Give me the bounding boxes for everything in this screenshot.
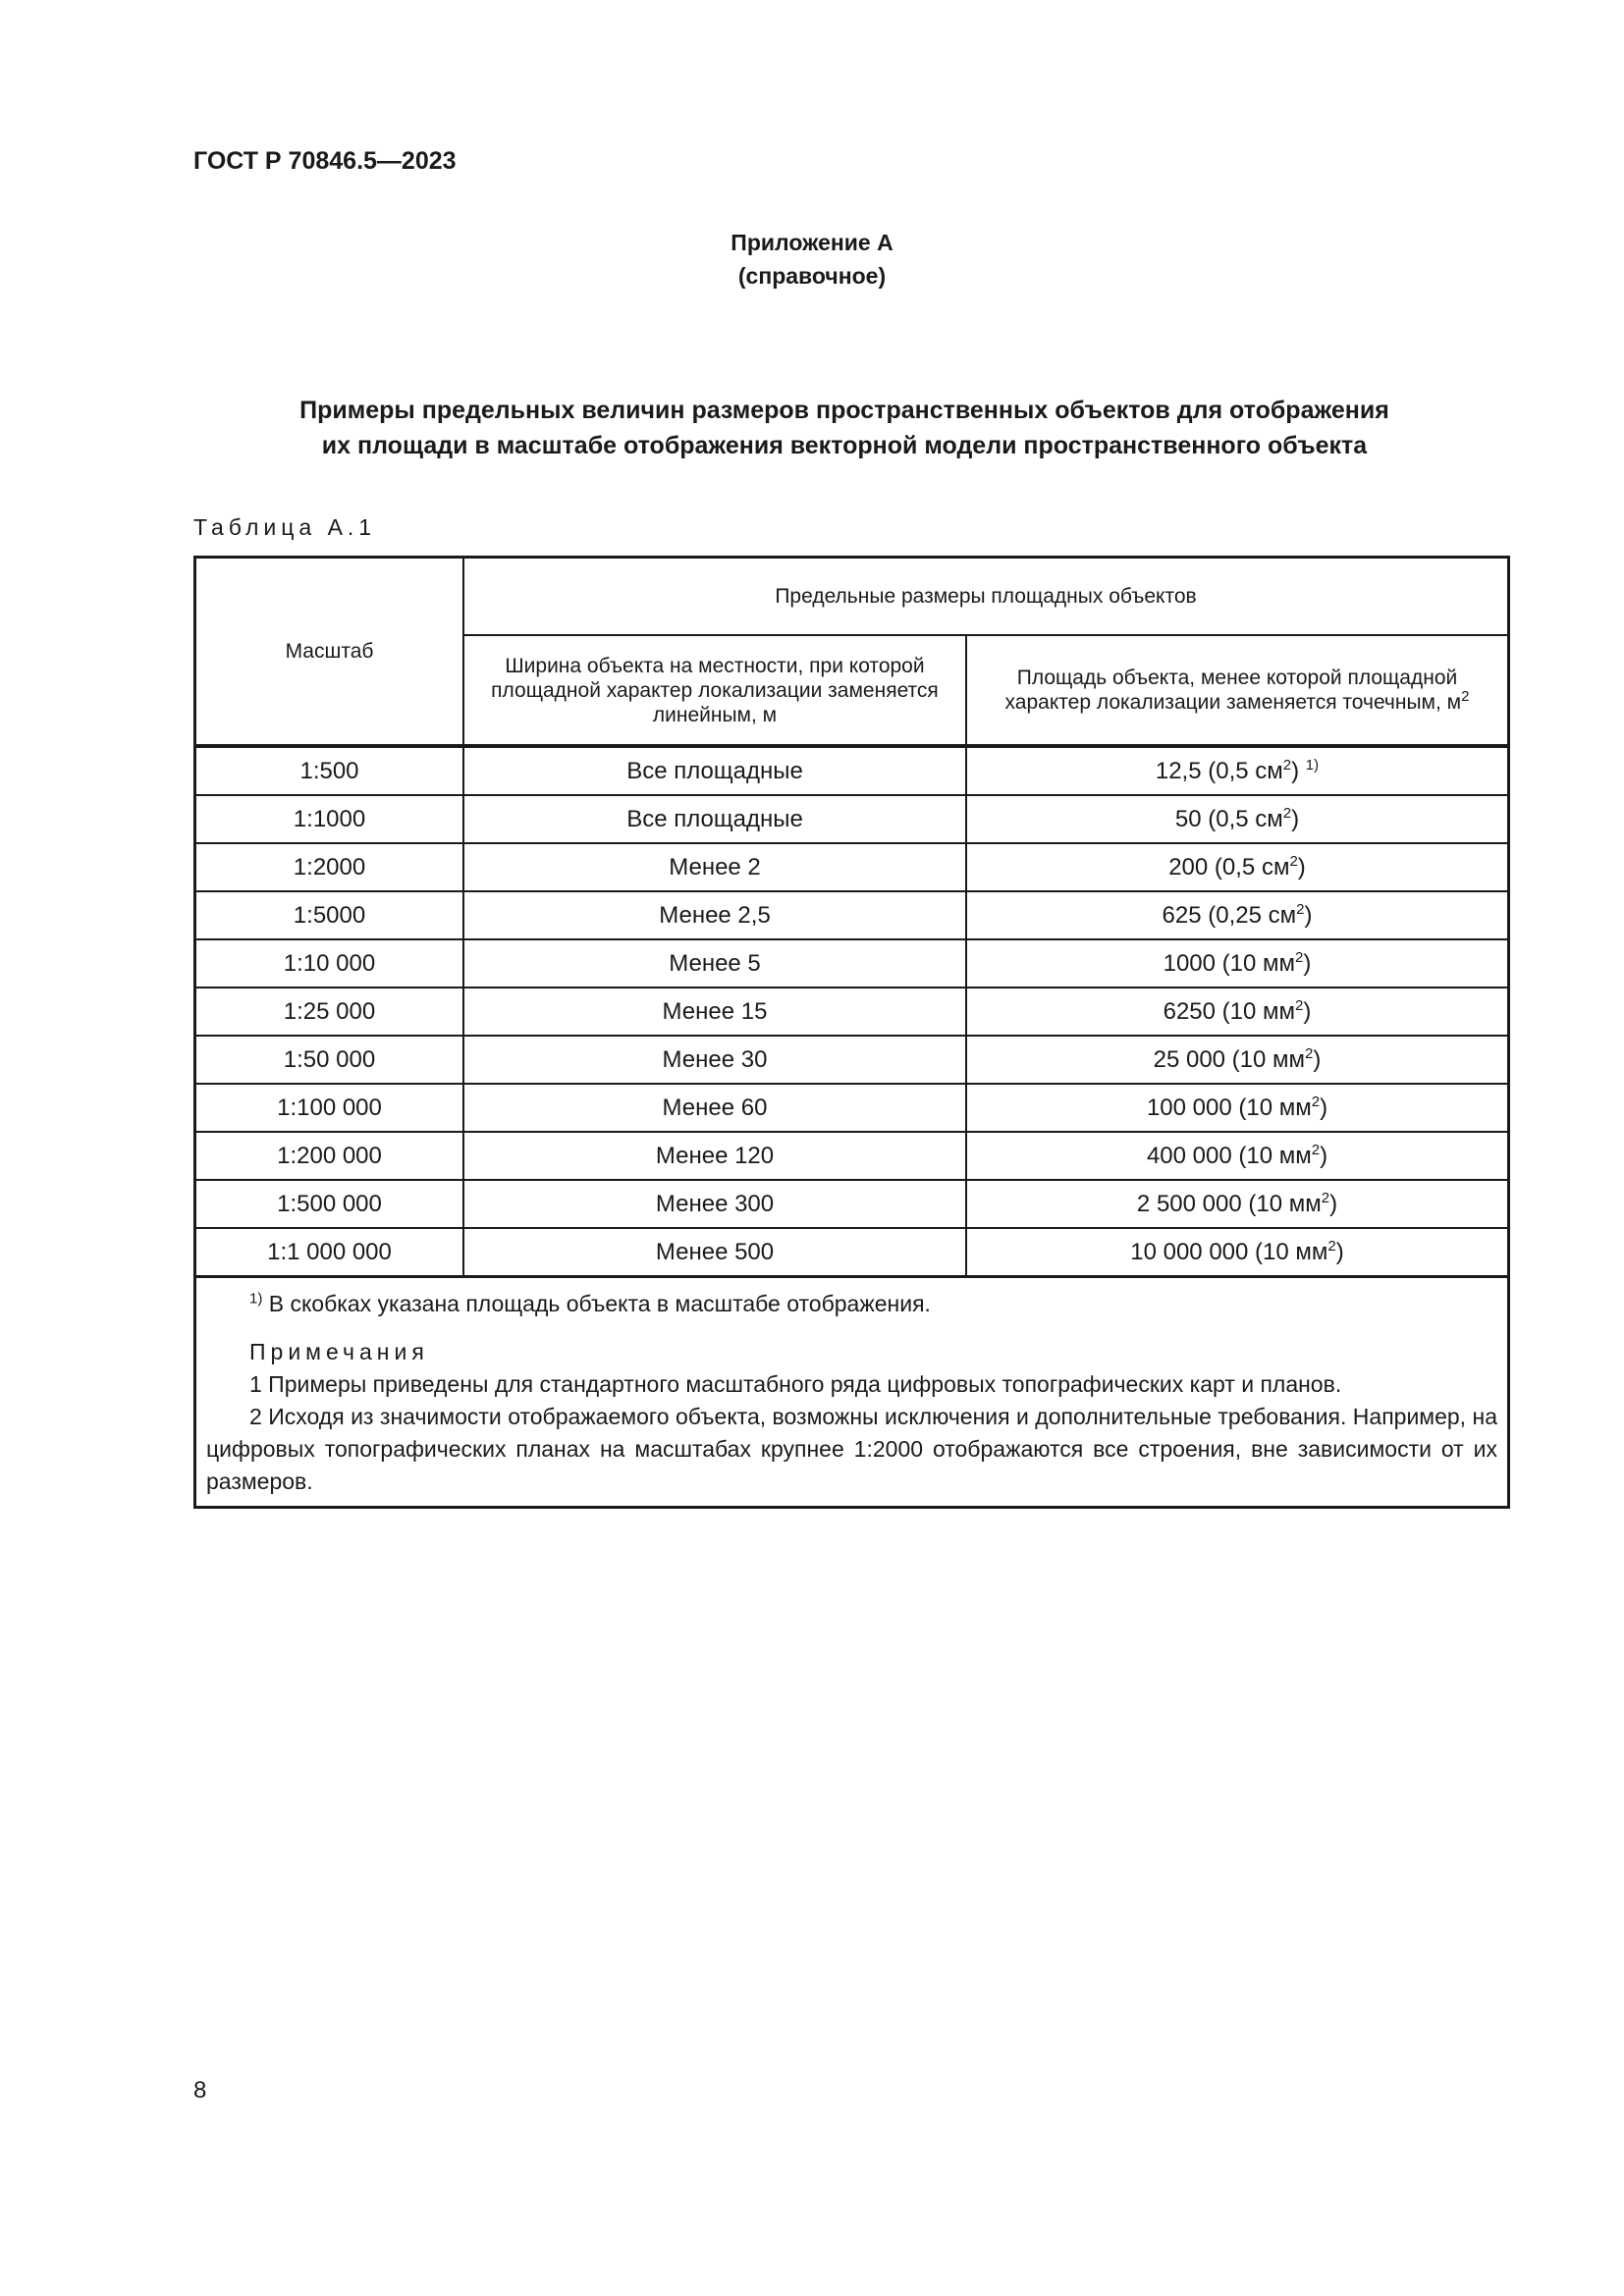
cell-area: [966, 746, 1507, 795]
cell-width: Все площадные: [463, 795, 966, 843]
table-row: [196, 1132, 1507, 1180]
notes-heading: Примечания: [249, 1339, 429, 1364]
cell-area-text: 625 (0,25 см: [1162, 901, 1297, 929]
section-title: [177, 393, 1512, 463]
cell-area-text: 200 (0,5 см: [1168, 853, 1290, 881]
cell-area-tail: ): [1329, 1190, 1338, 1217]
cell-area-sup: 2: [1289, 852, 1298, 870]
cell-area: [966, 1180, 1507, 1228]
cell-scale: 1:50 000: [196, 1036, 463, 1084]
footnote-mark: 1): [249, 1290, 263, 1308]
cell-scale: 1:500 000: [196, 1180, 463, 1228]
header-area: [966, 635, 1507, 746]
cell-area: [966, 843, 1507, 891]
cell-area-sup: 2: [1305, 1044, 1314, 1062]
header-area-sup: 2: [1461, 688, 1470, 705]
table-container: [193, 556, 1510, 1509]
cell-area-tail: ): [1291, 805, 1300, 832]
cell-width: Менее 2: [463, 843, 966, 891]
document-code: ГОСТ Р 70846.5—2023: [193, 147, 457, 175]
cell-scale: 1:100 000: [196, 1084, 463, 1132]
cell-scale: 1:25 000: [196, 988, 463, 1036]
cell-area-sup: 2: [1295, 948, 1304, 966]
cell-width: Менее 30: [463, 1036, 966, 1084]
cell-area-sup: 2: [1295, 996, 1304, 1014]
cell-scale: 1:500: [196, 746, 463, 795]
header-width: Ширина объекта на местности, при которой площадной характер локализации заменяется линейным, м: [463, 635, 966, 746]
appendix-title: Приложение А: [731, 230, 893, 255]
cell-width: Менее 60: [463, 1084, 966, 1132]
cell-width: Менее 500: [463, 1228, 966, 1275]
cell-width: Менее 2,5: [463, 891, 966, 939]
cell-area-tail: ): [1291, 757, 1306, 784]
cell-scale: 1:10 000: [196, 939, 463, 988]
cell-area-text: 6250 (10 мм: [1163, 997, 1296, 1025]
cell-area-tail: ): [1320, 1142, 1328, 1169]
cell-area: [966, 1084, 1507, 1132]
header-scale: Масштаб: [196, 559, 463, 746]
cell-width: Менее 5: [463, 939, 966, 988]
cell-area-tail: ): [1297, 853, 1306, 881]
cell-area-text: 1000 (10 мм: [1163, 949, 1296, 977]
cell-area-text: 10 000 000 (10 мм: [1130, 1238, 1328, 1265]
cell-area-tail: ): [1320, 1094, 1328, 1121]
cell-area-text: 50 (0,5 см: [1174, 805, 1283, 832]
table-row: [196, 843, 1507, 891]
limits-table: [196, 559, 1507, 1275]
cell-area-text: 25 000 (10 мм: [1153, 1045, 1306, 1073]
table-row: [196, 1084, 1507, 1132]
cell-area-text: 400 000 (10 мм: [1146, 1142, 1312, 1169]
table-row: [196, 1228, 1507, 1275]
cell-scale: 1:200 000: [196, 1132, 463, 1180]
footnote-text: В скобках указана площадь объекта в масштабе отображения.: [262, 1291, 931, 1316]
cell-area-sup: 2: [1311, 1141, 1321, 1158]
table-row: [196, 939, 1507, 988]
cell-width: Менее 15: [463, 988, 966, 1036]
note-item-1: 1 Примеры приведены для стандартного масштабного ряда цифровых топографических карт и планов.: [249, 1371, 1342, 1397]
cell-area: [966, 1228, 1507, 1275]
section-title-line-1: Примеры предельных величин размеров пространственных объектов для отображения: [299, 397, 1389, 424]
cell-scale: 1:2000: [196, 843, 463, 891]
cell-area-text: 2 500 000 (10 мм: [1136, 1190, 1322, 1217]
cell-area: [966, 795, 1507, 843]
cell-area: [966, 939, 1507, 988]
table-label: Таблица А.1: [193, 514, 377, 540]
table-row: [196, 795, 1507, 843]
cell-area: [966, 988, 1507, 1036]
section-title-line-2: их площади в масштабе отображения векторной модели пространственного объекта: [321, 432, 1368, 459]
appendix-kind: (справочное): [737, 263, 887, 289]
page-number: 8: [193, 2077, 207, 2104]
cell-area-tail: ): [1313, 1045, 1322, 1073]
cell-scale: 1:1 000 000: [196, 1228, 463, 1275]
cell-area: [966, 1132, 1507, 1180]
header-group: Предельные размеры площадных объектов: [463, 559, 1507, 635]
table-row: [196, 1180, 1507, 1228]
cell-area-sup: 2: [1282, 804, 1292, 822]
note-item-2: 2 Исходя из значимости отображаемого объекта, возможны исключения и дополнительные требования. Например, на цифровых топографических планах на масштабах крупнее 1:2000 отображаются все строения, вне зависимости от их размеров.: [206, 1404, 1497, 1494]
cell-scale: 1:1000: [196, 795, 463, 843]
table-row: [196, 891, 1507, 939]
cell-area-sup: 2: [1311, 1093, 1321, 1110]
cell-area: [966, 891, 1507, 939]
footnote: [206, 1288, 1497, 1320]
table-row: [196, 1036, 1507, 1084]
cell-footnote-ref: 1): [1305, 756, 1320, 774]
cell-area-text: 100 000 (10 мм: [1146, 1094, 1312, 1121]
cell-width: Менее 300: [463, 1180, 966, 1228]
cell-area-sup: 2: [1321, 1189, 1330, 1206]
cell-area-sup: 2: [1282, 756, 1292, 774]
cell-area-tail: ): [1303, 949, 1312, 977]
cell-area-tail: ): [1303, 997, 1312, 1025]
cell-width: Все площадные: [463, 746, 966, 795]
header-area-text: Площадь объекта, менее которой площадной характер локализации заменяется точечным, м: [1004, 667, 1462, 714]
table-notes: [196, 1275, 1507, 1506]
cell-area-tail: ): [1335, 1238, 1344, 1265]
cell-area-tail: ): [1304, 901, 1313, 929]
cell-area: [966, 1036, 1507, 1084]
table-row: [196, 988, 1507, 1036]
cell-width: Менее 120: [463, 1132, 966, 1180]
table-row: [196, 746, 1507, 795]
cell-area-text: 12,5 (0,5 см: [1155, 757, 1283, 784]
cell-area-sup: 2: [1327, 1237, 1336, 1255]
cell-scale: 1:5000: [196, 891, 463, 939]
cell-area-sup: 2: [1296, 900, 1305, 918]
appendix-heading: [0, 226, 1624, 293]
